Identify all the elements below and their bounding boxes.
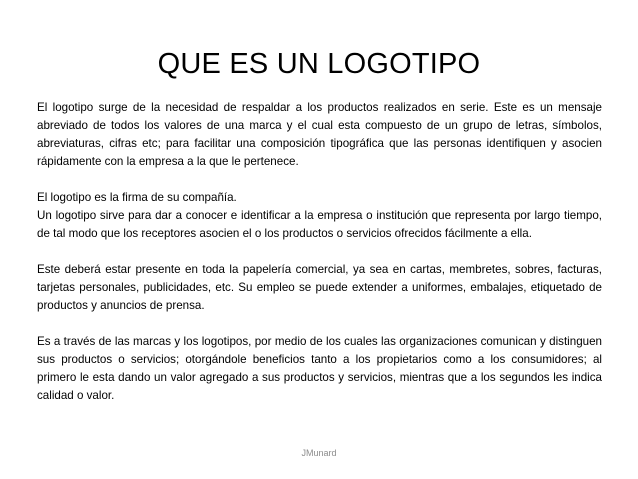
paragraph-brands: Es a través de las marcas y los logotipos, por medio de los cuales las organizaciones comunican y distinguen sus productos o servicios; otorgándole beneficios tanto a los propietarios como a los consumidores; al primero le esta dando un valor agregado a sus productos y servicios, mientras que a los segundos les indica calidad o valor. [37, 335, 602, 402]
paragraph-signature: El logotipo es la firma de su compañía. [37, 191, 237, 204]
paragraph-definition: El logotipo surge de la necesidad de respaldar a los productos realizados en serie. Este es un mensaje abreviado de todos los valores de una marca y el cual esta compuesto de un grupo de letras, símbolos, abreviaturas, cifras etc; para facilitar una composición tipográfica que las personas identifiquen y asocien rápidamente con la empresa a la que le pertenece. [37, 101, 602, 168]
slide-title: QUE ES UN LOGOTIPO [157, 48, 481, 80]
slide-footer: JMunard [301, 448, 337, 458]
paragraph-usage: Este deberá estar presente en toda la papelería comercial, ya sea en cartas, membretes, sobres, facturas, tarjetas personales, publicidades, etc. Su empleo se puede extender a uniformes, embalajes, etiquetado de productos y anuncios de prensa. [37, 263, 602, 312]
slide-body [37, 99, 602, 405]
paragraph-purpose: Un logotipo sirve para dar a conocer e identificar a la empresa o institución que representa por largo tiempo, de tal modo que los receptores asocien el o los productos o servicios ofrecidos fácilmente a ella. [37, 209, 602, 240]
